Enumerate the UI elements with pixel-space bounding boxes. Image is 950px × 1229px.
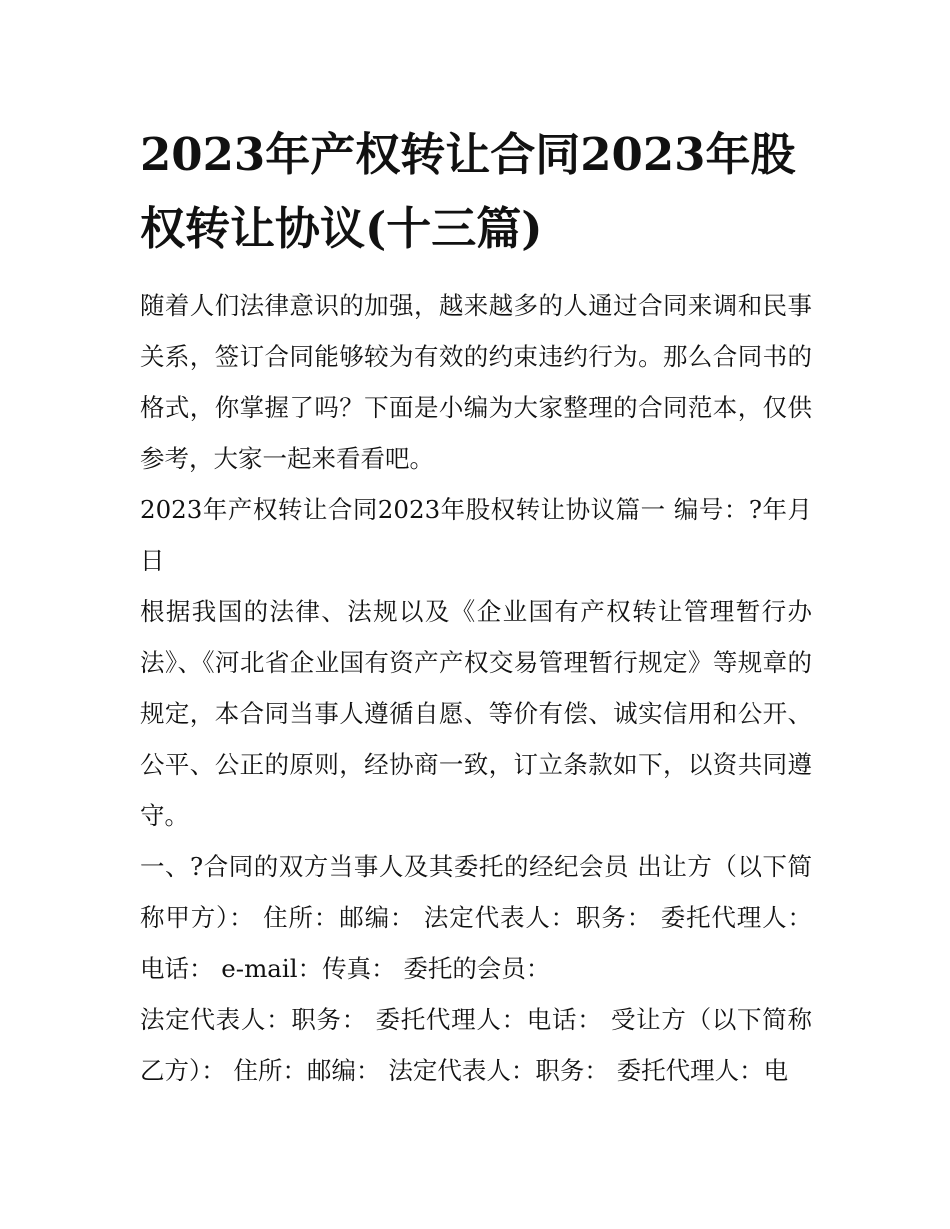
paragraph-parties-transferee: 法定代表人：职务： 委托代理人：电话： 受让方（以下简称乙方）： 住所：邮编： 法定代表人：职务： 委托代理人：电: [140, 1005, 812, 1085]
document-title: 2023年产权转让合同2023年股权转让协议(十三篇): [140, 128, 796, 255]
document-content: [140, 118, 812, 1096]
paragraph-contract-heading: 2023年产权转让合同2023年股权转让协议篇一 编号：?年月日: [140, 495, 812, 575]
paragraph-legal-basis: 根据我国的法律、法规以及《企业国有产权转让管理暂行办法》、《河北省企业国有资产产权交易管理暂行规定》等规章的规定，本合同当事人遵循自愿、等价有偿、诚实信用和公开、公平、公正的原则，经协商一致，订立条款如下，以资共同遵守。: [140, 597, 812, 830]
document-body: [140, 280, 812, 1096]
paragraph-intro: 随着人们法律意识的加强，越来越多的人通过合同来调和民事关系，签订合同能够较为有效的约束违约行为。那么合同书的格式，你掌握了吗？下面是小编为大家整理的合同范本，仅供参考，大家一起来看看吧。: [140, 291, 812, 473]
paragraph-parties-transferor: 一、?合同的双方当事人及其委托的经纪会员 出让方（以下简称甲方）： 住所：邮编： 法定代表人：职务： 委托代理人：电话： e-mail：传真： 委托的会员：: [140, 852, 812, 983]
